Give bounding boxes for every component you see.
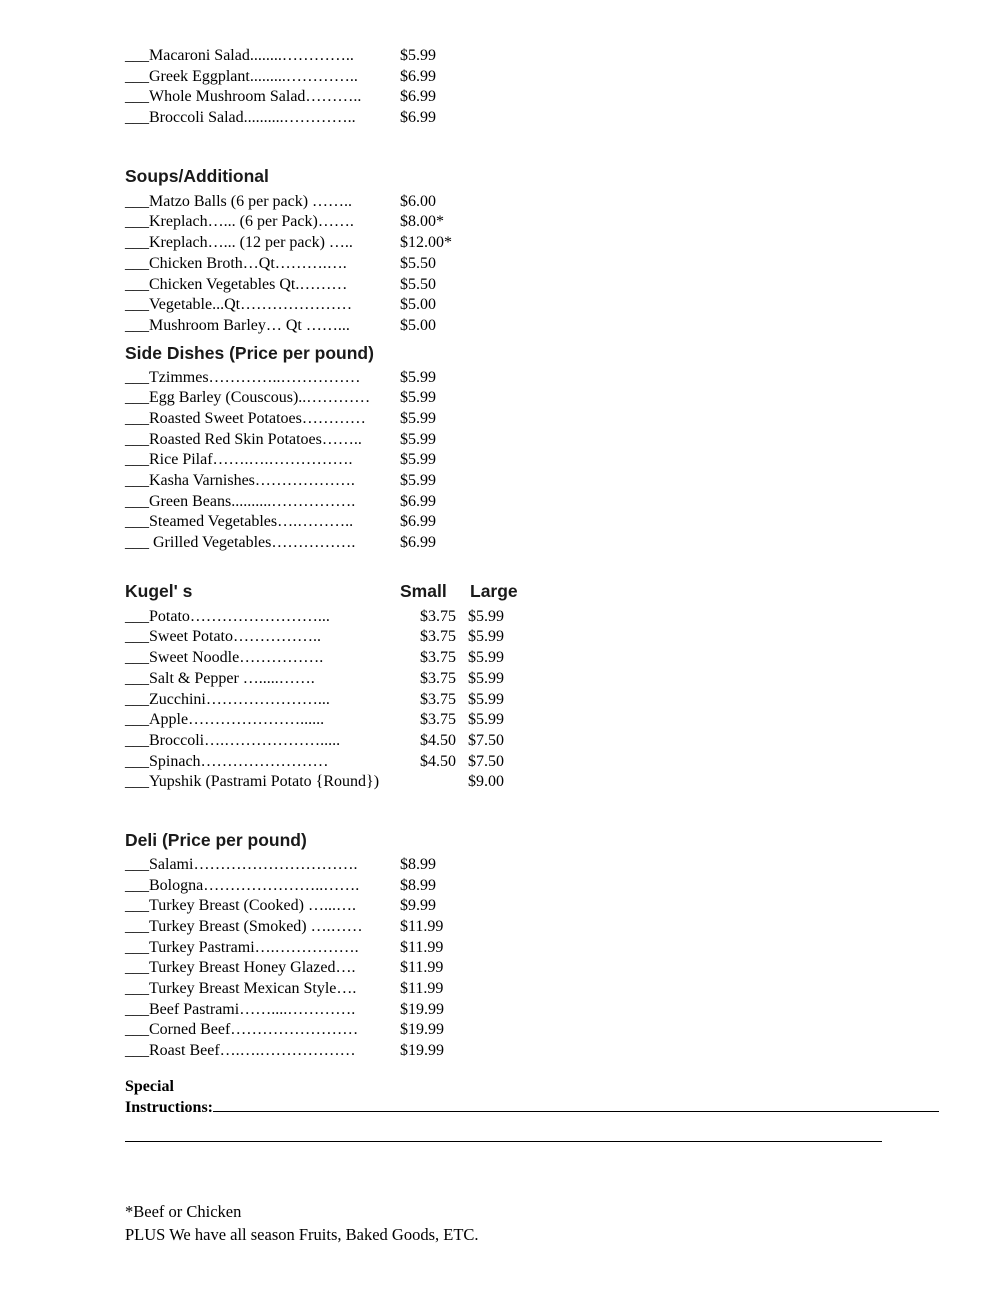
item-price: $6.99 bbox=[400, 513, 436, 531]
menu-item-row bbox=[125, 512, 1000, 533]
menu-item-row bbox=[125, 1020, 1000, 1041]
item-label: ___Egg Barley (Couscous)..………… bbox=[125, 389, 371, 407]
menu-item-row bbox=[125, 533, 1000, 554]
special-instructions-block bbox=[125, 1076, 1000, 1142]
section-heading-text: Deli (Price per pound) bbox=[125, 829, 307, 850]
menu-item-row bbox=[125, 752, 1000, 773]
item-label: ___Sweet Potato…………….. bbox=[125, 628, 321, 646]
item-price: $8.99 bbox=[400, 876, 436, 894]
item-price: $6.00 bbox=[400, 192, 436, 210]
item-price: $9.99 bbox=[400, 897, 436, 915]
item-price: $5.99 bbox=[400, 47, 436, 64]
menu-item-row bbox=[125, 876, 1000, 897]
menu-item-row bbox=[125, 430, 1000, 451]
footer-note-plus: PLUS We have all season Fruits, Baked Goods, ETC. bbox=[125, 1224, 479, 1244]
item-label: ___Roast Beef….….……………… bbox=[125, 1042, 356, 1060]
item-price-small: $3.75 bbox=[420, 711, 456, 729]
item-label: ___Salami…………………………. bbox=[125, 855, 358, 873]
menu-item-row bbox=[125, 958, 1000, 979]
section-kugels bbox=[125, 580, 1000, 793]
menu-item-row bbox=[125, 917, 1000, 938]
menu-item-row bbox=[125, 275, 1000, 296]
section-heading-text: Kugel' s bbox=[125, 580, 193, 601]
menu-sections bbox=[125, 46, 1000, 1062]
item-label: ___ Grilled Vegetables……………. bbox=[125, 534, 356, 552]
item-price: $5.00 bbox=[400, 316, 436, 334]
item-price: $11.99 bbox=[400, 918, 444, 935]
item-label: ___Potato……………………... bbox=[125, 607, 330, 625]
item-label: ___Mushroom Barley… Qt ……... bbox=[125, 316, 350, 334]
item-label: ___Apple…………………...... bbox=[125, 711, 325, 729]
section-side-dishes bbox=[125, 342, 1000, 554]
item-label: ___Tzimmes…………..…………… bbox=[125, 368, 361, 386]
menu-item-row bbox=[125, 1041, 1000, 1062]
item-price-large: $5.99 bbox=[468, 711, 504, 729]
menu-item-row bbox=[125, 607, 1000, 628]
item-price: $6.99 bbox=[400, 534, 436, 552]
item-price: $5.99 bbox=[400, 368, 436, 386]
section-soups bbox=[125, 165, 1000, 337]
menu-item-row bbox=[125, 254, 1000, 275]
menu-item-row bbox=[125, 368, 1000, 389]
menu-item-row bbox=[125, 979, 1000, 1000]
item-price-small: $3.75 bbox=[420, 628, 456, 646]
item-label: ___Roasted Sweet Potatoes………… bbox=[125, 409, 366, 427]
special-label-line2: Instructions: bbox=[125, 1098, 214, 1116]
item-label: ___Rice Pilaf…….….……………. bbox=[125, 451, 353, 469]
item-label: ___Turkey Breast (Cooked) …...…. bbox=[125, 897, 356, 915]
item-label: ___Vegetable...Qt………………… bbox=[125, 296, 353, 314]
section-deli bbox=[125, 829, 1000, 1062]
menu-item-row bbox=[125, 855, 1000, 876]
item-price: $6.99 bbox=[400, 109, 436, 127]
section-heading bbox=[125, 580, 1000, 602]
item-price-large: $5.99 bbox=[468, 690, 504, 708]
item-label: ___Green Beans..........……………. bbox=[125, 492, 356, 510]
section-heading bbox=[125, 165, 1000, 187]
item-label: ___Yupshik (Pastrami Potato {Round}) bbox=[125, 773, 380, 791]
item-price: $5.50 bbox=[400, 254, 436, 272]
menu-item-row bbox=[125, 648, 1000, 669]
item-label: ___Turkey Pastrami….……………. bbox=[125, 938, 359, 956]
item-price: $6.99 bbox=[400, 88, 436, 106]
item-price: $11.99 bbox=[400, 980, 444, 998]
item-price-large: $5.99 bbox=[468, 669, 504, 687]
item-label: ___Steamed Vegetables….……….. bbox=[125, 513, 354, 531]
footer-note-beef-or-chicken: *Beef or Chicken bbox=[125, 1201, 242, 1221]
item-label: ___Greek Eggplant.........………….. bbox=[125, 67, 358, 85]
menu-item-row bbox=[125, 295, 1000, 316]
footer-notes bbox=[125, 1200, 1000, 1246]
item-price-small: $3.75 bbox=[420, 690, 456, 708]
menu-item-row bbox=[125, 212, 1000, 233]
item-label: ___Roasted Red Skin Potatoes…….. bbox=[125, 430, 362, 448]
menu-item-row bbox=[125, 388, 1000, 409]
section-heading-text: Soups/Additional bbox=[125, 165, 269, 186]
special-label-line2-row bbox=[125, 1097, 1000, 1118]
item-label: ___Chicken Vegetables Qt.……… bbox=[125, 275, 348, 293]
item-label: ___Turkey Breast Mexican Style…. bbox=[125, 980, 357, 998]
item-price-large: $7.50 bbox=[468, 731, 504, 749]
section-heading bbox=[125, 342, 1000, 364]
menu-item-row bbox=[125, 627, 1000, 648]
item-price: $5.50 bbox=[400, 275, 436, 293]
item-label: ___Spinach…………………… bbox=[125, 752, 329, 770]
item-price-small: $3.75 bbox=[420, 607, 456, 625]
section-salads-continued bbox=[125, 46, 1000, 129]
item-price-small: $4.50 bbox=[420, 731, 456, 749]
item-price: $8.00* bbox=[400, 213, 444, 231]
item-label: ___Macaroni Salad........………….. bbox=[125, 47, 354, 64]
item-label: ___Kreplach…... (6 per Pack)……. bbox=[125, 213, 354, 231]
item-price-large: $5.99 bbox=[468, 628, 504, 646]
item-label: ___Bologna…………………..……. bbox=[125, 876, 360, 894]
item-label: ___Turkey Breast (Smoked) ….…… bbox=[125, 918, 363, 935]
item-label: ___Broccoli Salad..........………….. bbox=[125, 109, 356, 127]
item-price: $5.00 bbox=[400, 296, 436, 314]
item-price-large: $7.50 bbox=[468, 752, 504, 770]
menu-item-row bbox=[125, 409, 1000, 430]
menu-item-row bbox=[125, 669, 1000, 690]
menu-item-row bbox=[125, 87, 1000, 108]
menu-item-row bbox=[125, 233, 1000, 254]
menu-item-row bbox=[125, 316, 1000, 337]
item-price: $5.99 bbox=[400, 389, 436, 407]
section-heading-text: Side Dishes (Price per pound) bbox=[125, 342, 374, 363]
special-label-line1: Special bbox=[125, 1077, 174, 1095]
menu-item-row bbox=[125, 450, 1000, 471]
item-label: ___Salt & Pepper ….....……. bbox=[125, 669, 315, 687]
item-price-small: $3.75 bbox=[420, 669, 456, 687]
item-price-large: $5.99 bbox=[468, 649, 504, 667]
column-header-small: Small bbox=[400, 580, 447, 601]
item-label: ___Kasha Varnishes………………. bbox=[125, 472, 355, 489]
menu-item-row bbox=[125, 690, 1000, 711]
menu-item-row bbox=[125, 192, 1000, 213]
item-price-large: $5.99 bbox=[468, 607, 504, 625]
menu-item-row bbox=[125, 710, 1000, 731]
item-label: ___Turkey Breast Honey Glazed…. bbox=[125, 959, 356, 977]
item-label: ___Matzo Balls (6 per pack) …….. bbox=[125, 192, 353, 210]
column-header-large: Large bbox=[470, 580, 518, 601]
item-label: ___Zucchini…………………... bbox=[125, 690, 330, 708]
menu-item-row bbox=[125, 46, 1000, 67]
section-heading bbox=[125, 829, 1000, 851]
item-price: $5.99 bbox=[400, 472, 436, 489]
menu-item-row bbox=[125, 731, 1000, 752]
item-price-large: $9.00 bbox=[468, 773, 504, 791]
item-price: $11.99 bbox=[400, 938, 444, 956]
menu-item-row bbox=[125, 772, 1000, 793]
menu-item-row bbox=[125, 67, 1000, 88]
item-label: ___Sweet Noodle……………. bbox=[125, 649, 324, 667]
item-price: $6.99 bbox=[400, 492, 436, 510]
menu-item-row bbox=[125, 1000, 1000, 1021]
item-price: $5.99 bbox=[400, 451, 436, 469]
item-label: ___Chicken Broth…Qt……….…. bbox=[125, 254, 347, 272]
menu-item-row bbox=[125, 108, 1000, 129]
item-price: $19.99 bbox=[400, 1000, 444, 1018]
item-price: $8.99 bbox=[400, 855, 436, 873]
item-label: ___Corned Beef…………………… bbox=[125, 1021, 359, 1039]
item-price: $5.99 bbox=[400, 430, 436, 448]
item-price: $19.99 bbox=[400, 1021, 444, 1039]
item-label: ___Broccoli….………………..... bbox=[125, 731, 341, 749]
item-price: $5.99 bbox=[400, 409, 436, 427]
item-price: $12.00* bbox=[400, 234, 452, 252]
menu-item-row bbox=[125, 471, 1000, 492]
menu-item-row bbox=[125, 938, 1000, 959]
item-price: $19.99 bbox=[400, 1042, 444, 1060]
item-price: $6.99 bbox=[400, 67, 436, 85]
special-instructions-write-line-2 bbox=[125, 1141, 882, 1142]
item-price: $11.99 bbox=[400, 959, 444, 977]
item-price-small: $3.75 bbox=[420, 649, 456, 667]
item-price-small: $4.50 bbox=[420, 752, 456, 770]
menu-item-row bbox=[125, 492, 1000, 513]
item-label: ___Kreplach…... (12 per pack) ….. bbox=[125, 234, 353, 252]
menu-item-row bbox=[125, 896, 1000, 917]
item-label: ___Whole Mushroom Salad……….. bbox=[125, 88, 362, 106]
special-instructions-write-line-1 bbox=[213, 1098, 939, 1112]
item-label: ___Beef Pastrami……....…………. bbox=[125, 1000, 356, 1018]
